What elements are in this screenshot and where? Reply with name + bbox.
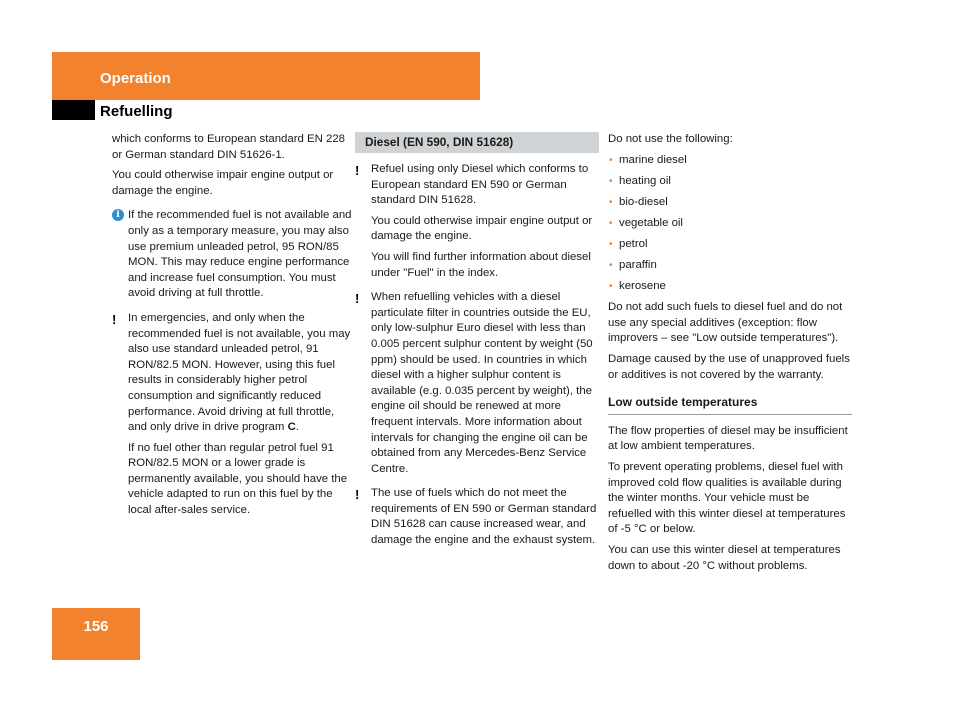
bullet-icon: • [609, 154, 613, 166]
list-item [608, 195, 852, 211]
paragraph: which conforms to European standard EN 228 or German standard DIN 51626-1. [112, 133, 346, 161]
paragraph: You could otherwise impair engine output or damage the engine. [112, 169, 334, 197]
warning-note [112, 311, 356, 519]
warning-note [355, 162, 599, 281]
paragraph: The flow properties of diesel may be insufficient at low ambient temperatures. [608, 424, 848, 453]
column-2 [355, 132, 599, 554]
bullet-icon: • [609, 175, 613, 187]
info-icon: i [112, 209, 124, 221]
info-note [112, 208, 356, 302]
paragraph: You can use this winter diesel at temperatures down to about -20 °C without problems. [608, 543, 841, 572]
paragraph: Do not use the following: [608, 133, 733, 145]
page-number: 156 [83, 618, 109, 635]
paragraph: Do not add such fuels to diesel fuel and do not use any special additives (exception: flow improvers – see "Low outside temperatures"). [608, 301, 843, 345]
column-3 [608, 132, 852, 579]
subsection-title: Refuelling [100, 103, 173, 120]
list-item [608, 174, 852, 190]
warning-note-text: When refuelling vehicles with a diesel particulate filter in countries outside the EU, only low-sulphur Euro diesel with less than 0.005 percent sulphur content by weight (50 ppm) should be used. In countries in which diesel with a higher sulphur content is available (e.g. 0.035 percent by weight), the engine oil should be renewed at more frequent intervals. More information about intervals for changing the engine oil can be obtained from any Mercedes-Benz Service Centre. [371, 291, 593, 475]
list-item-text: petrol [619, 237, 648, 250]
header-marker [52, 100, 95, 120]
warning-note-text: Refuel using only Diesel which conforms to European standard EN 590 or German standard DIN 51628. [371, 163, 589, 207]
warning-note-text: The use of fuels which do not meet the requirements of EN 590 or German standard DIN 51628 can cause increased wear, and damage the engine and the exhaust system. [371, 487, 597, 547]
warning-text-main: In emergencies, and only when the recommended fuel is not available, you may also use standard unleaded petrol, 91 RON/82.5 MON. However, using this fuel results in considerably higher petrol consumption and significantly reduced performance. Avoid driving at full throttle, and only drive in drive program [128, 311, 351, 434]
list-item-text: vegetable oil [619, 216, 683, 229]
low-temperatures-heading: Low outside temperatures [608, 395, 852, 415]
warning-note [355, 290, 599, 477]
info-note-text: If the recommended fuel is not available and only as a temporary measure, you may also use premium unleaded petrol, 95 RON/85 MON. This may reduce engine performance and increase fuel consumption. You must avoid driving at full throttle. [128, 209, 352, 300]
list-item-text: marine diesel [619, 153, 687, 166]
bullet-icon: • [609, 217, 613, 229]
list-item-text: heating oil [619, 174, 671, 187]
bullet-icon: • [609, 281, 613, 293]
list-item [608, 216, 852, 232]
list-item [608, 279, 852, 295]
list-item-text: bio-diesel [619, 195, 668, 208]
forbidden-fuels-list [608, 153, 852, 295]
warning-note-text: You will find further information about diesel under "Fuel" in the index. [371, 250, 591, 279]
drive-program-label: C [287, 421, 296, 434]
bullet-icon: • [609, 238, 613, 250]
bullet-icon: • [609, 196, 613, 208]
column-1 [112, 132, 356, 524]
list-item-text: paraffin [619, 259, 657, 272]
warning-note-text [128, 311, 356, 436]
list-item [608, 237, 852, 253]
warning-icon: ! [355, 163, 360, 178]
list-item-text: kerosene [619, 280, 666, 293]
warning-note [355, 486, 599, 548]
warning-icon: ! [112, 311, 117, 327]
warning-icon: ! [355, 487, 360, 503]
bullet-icon: • [609, 260, 613, 272]
paragraph: Damage caused by the use of unapproved fuels or additives is not covered by the warranty. [608, 353, 850, 381]
list-item [608, 258, 852, 274]
warning-icon: ! [355, 291, 360, 307]
list-item [608, 153, 852, 169]
warning-text-end: . [295, 421, 299, 434]
warning-note-text: If no fuel other than regular petrol fuel 91 RON/82.5 MON or a lower grade is permanently available, you should have the vehicle adapted to run on this fuel by the local after-sales service. [128, 441, 348, 517]
paragraph: To prevent operating problems, diesel fuel with improved cold flow qualities is available during the winter months. Your vehicle must be refuelled with this winter diesel at temperatures of -5 °C or below. [608, 461, 846, 536]
diesel-heading: Diesel (EN 590, DIN 51628) [355, 132, 599, 153]
section-title: Operation [100, 70, 171, 87]
warning-note-text: You could otherwise impair engine output or damage the engine. [371, 214, 593, 243]
